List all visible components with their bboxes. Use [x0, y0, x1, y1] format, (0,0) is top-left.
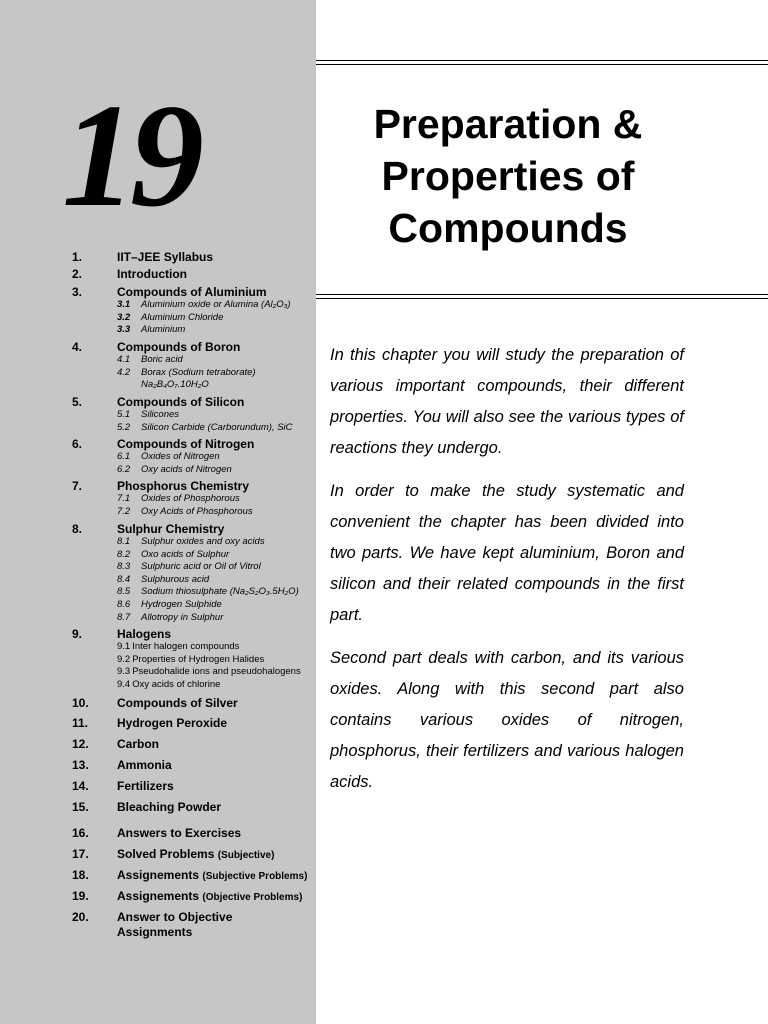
toc-entry-title [117, 826, 313, 841]
toc-subentry-number: 9.3 [117, 666, 131, 678]
toc-subentry-text: Aluminium [141, 324, 186, 336]
toc-entry-title [117, 847, 313, 863]
toc-subentry [117, 409, 315, 422]
toc-entry-title [117, 696, 313, 711]
intro-paragraph: Second part deals with carbon, and its various oxides. Along with this second part also contains various oxides of nitrogen, phosphorus, their fertilizers and various halogen acids. [330, 649, 684, 791]
toc-entry-title-text: Compounds of Boron [117, 340, 241, 354]
toc-entry-title [117, 479, 313, 494]
toc-subentry-text: Oxy acids of chlorine [132, 678, 221, 690]
toc-entry-number: 18. [72, 868, 89, 882]
toc-subentry-text: Allotropy in Sulphur [141, 611, 224, 623]
toc-entry-title-text: Assignments [117, 925, 193, 939]
toc-entry-title-text: Compounds of Silicon [117, 395, 245, 409]
toc-sublist [117, 409, 315, 434]
toc-sublist [117, 493, 315, 518]
toc-entry-number: 4. [72, 340, 83, 354]
toc-entry-title-text: Sulphur Chemistry [117, 522, 225, 536]
toc-entry-title-text: Compounds of Silver [117, 696, 238, 710]
toc-subentry-number: 5.2 [117, 421, 131, 433]
toc-subentry-number: 8.2 [117, 548, 131, 560]
toc-entry-title-text: Bleaching Powder [117, 800, 222, 814]
toc-entry-number: 14. [72, 779, 89, 793]
toc-entry-number: 5. [72, 395, 83, 409]
toc-sublist [117, 451, 315, 476]
toc-entry-number: 12. [72, 737, 89, 751]
table-of-contents [0, 0, 316, 1024]
toc-subentry-text: Inter halogen compounds [132, 641, 240, 652]
toc-subentry [117, 451, 315, 464]
toc-entry-title-text: Compounds of Nitrogen [117, 437, 255, 451]
toc-entry-title [117, 779, 313, 794]
title-bottom-rule-inner [316, 294, 768, 295]
chapter-title-line: Properties of [381, 153, 635, 199]
toc-subentry-number: 4.2 [117, 366, 131, 378]
toc-entry-number: 17. [72, 847, 89, 861]
toc-entry-number: 9. [72, 627, 83, 641]
toc-subentry-text: Aluminium oxide or Alumina (Al₂O₃) [141, 299, 291, 310]
toc-entry-number: 19. [72, 889, 89, 903]
toc-subentry-text: Sulphur oxides and oxy acids [141, 536, 265, 547]
toc-subentry-number: 3.3 [117, 324, 131, 336]
toc-subentry-number: 7.1 [117, 493, 131, 504]
toc-entry-number: 20. [72, 910, 89, 924]
toc-subentry-text: Hydrogen Sulphide [141, 598, 222, 610]
chapter-intro [330, 340, 684, 810]
toc-entry-number: 8. [72, 522, 83, 536]
chapter-title-line: Compounds [388, 205, 628, 251]
toc-entry-title [117, 395, 313, 410]
chapter-title-line: Preparation & [373, 101, 643, 147]
title-bottom-rule [316, 298, 768, 299]
toc-subentry-number: 7.2 [117, 505, 131, 517]
toc-subentry-formula: Na₂B₄O₇.10H₂O [141, 379, 209, 391]
toc-subentry [117, 354, 315, 367]
toc-entry-number: 15. [72, 800, 89, 814]
toc-subentry-number: 9.1 [117, 641, 131, 652]
toc-entry-number: 13. [72, 758, 89, 772]
toc-subentry-number: 8.4 [117, 573, 131, 585]
toc-entry-number: 2. [72, 267, 83, 281]
toc-entry-title [117, 716, 313, 731]
toc-subentry [117, 679, 315, 692]
toc-entry-title [117, 267, 313, 282]
toc-entry-title [117, 758, 313, 773]
toc-subentry-text: Properties of Hydrogen Halides [132, 653, 265, 665]
toc-entry-title-text: Carbon [117, 737, 159, 751]
toc-entry-number: 6. [72, 437, 83, 451]
toc-entry-title [117, 910, 313, 940]
toc-entry-number: 16. [72, 826, 89, 840]
toc-entry-number: 1. [72, 250, 83, 264]
toc-subentry [117, 612, 315, 625]
toc-subentry-number: 9.2 [117, 653, 131, 665]
toc-entry-number: 11. [72, 716, 89, 730]
toc-subentry-text: Oxy acids of Nitrogen [141, 463, 232, 475]
toc-entry-title-text: Hydrogen Peroxide [117, 716, 228, 730]
toc-subentry-number: 6.2 [117, 463, 131, 475]
toc-entry-title-text: Introduction [117, 267, 187, 281]
toc-entry-title [117, 250, 313, 265]
toc-subentry [117, 586, 315, 599]
toc-entry-title-text: Assignements [117, 868, 200, 882]
toc-entry-title [117, 522, 313, 537]
intro-paragraph: In order to make the study systematic and convenient the chapter has been divided into two parts. We have kept aluminium, Boron and silicon and their related compounds in the first part. [330, 482, 684, 624]
toc-subentry [117, 299, 315, 312]
toc-subentry-number: 3.1 [117, 299, 131, 310]
toc-subentry [117, 654, 315, 667]
toc-entry-title-text: Phosphorus Chemistry [117, 479, 250, 493]
toc-subentry-text: Oxides of Phosphorous [141, 493, 240, 504]
toc-entry-number: 7. [72, 479, 83, 493]
toc-subentry-number: 8.5 [117, 586, 131, 598]
toc-subentry-text: Pseudohalide ions and pseudohalogens [132, 666, 301, 678]
toc-entry-title-text: Halogens [117, 627, 172, 641]
toc-entry-title-text: Answer to Objective [117, 910, 233, 924]
toc-subentry-number: 9.4 [117, 678, 131, 690]
toc-subentry [117, 599, 315, 612]
toc-subentry-text: Sulphuric acid or Oil of Vitrol [141, 561, 261, 573]
toc-subentry [117, 464, 315, 477]
intro-paragraph: In this chapter you will study the preparation of various important compounds, their different properties. You will also see the various types of reactions they undergo. [330, 346, 684, 457]
toc-subentry-text: Silicones [141, 409, 180, 420]
toc-subentry [117, 312, 315, 325]
toc-entry-note: (Objective Problems) [202, 892, 303, 903]
toc-subentry [117, 506, 315, 519]
toc-entry-title-text: Compounds of Aluminium [117, 285, 267, 299]
toc-entry-title [117, 800, 313, 815]
toc-sublist [117, 641, 315, 691]
toc-subentry-number: 8.7 [117, 611, 131, 623]
toc-subentry-text: Oxy Acids of Phosphorous [141, 505, 253, 517]
toc-subentry-text: Oxides of Nitrogen [141, 451, 220, 462]
toc-entry-title [117, 437, 313, 452]
toc-subentry [117, 574, 315, 587]
toc-subentry [117, 493, 315, 506]
toc-sublist [117, 354, 315, 392]
toc-subentry [117, 666, 315, 679]
toc-entry-title [117, 627, 313, 642]
toc-entry-title-text: IIT–JEE Syllabus [117, 250, 214, 264]
toc-subentry [117, 422, 315, 435]
toc-subentry [117, 324, 315, 337]
toc-subentry [117, 367, 315, 380]
toc-subentry-number: 5.1 [117, 409, 131, 420]
toc-entry-title-text: Answers to Exercises [117, 826, 242, 840]
toc-entry-title-text: Ammonia [117, 758, 172, 772]
toc-entry-note: (Subjective Problems) [202, 871, 308, 882]
chapter-number: 19 [62, 74, 198, 238]
toc-entry-title-text: Solved Problems [117, 847, 215, 861]
toc-subentry-number: 8.6 [117, 598, 131, 610]
chapter-title [316, 98, 700, 254]
toc-subentry-text: Sodium thiosulphate (Na₂S₂O₃.5H₂O) [141, 586, 299, 598]
toc-entry-title [117, 889, 313, 905]
toc-subentry-number: 8.1 [117, 536, 131, 547]
toc-entry-note: (Subjective) [217, 850, 275, 861]
title-top-rule [316, 60, 768, 61]
toc-sublist [117, 536, 315, 624]
toc-entry-title [117, 285, 313, 300]
title-top-rule-inner [316, 64, 768, 65]
toc-subentry [117, 561, 315, 574]
toc-entry-title [117, 340, 313, 355]
toc-entry-title [117, 868, 313, 884]
toc-subentry-number: 4.1 [117, 354, 131, 365]
toc-subentry [117, 549, 315, 562]
toc-subentry-text: Aluminium Chloride [141, 311, 224, 323]
toc-entry-title-text: Assignements [117, 889, 200, 903]
toc-entry-title [117, 737, 313, 752]
toc-subentry-text: Borax (Sodium tetraborate) [141, 366, 256, 378]
toc-entry-number: 10. [72, 696, 89, 710]
toc-subentry [117, 536, 315, 549]
toc-subentry-text: Oxo acids of Sulphur [141, 548, 230, 560]
toc-subentry-number: 8.3 [117, 561, 131, 573]
toc-subentry-continuation [117, 379, 315, 392]
toc-subentry-number: 6.1 [117, 451, 131, 462]
toc-entry-number: 3. [72, 285, 83, 299]
toc-subentry-number: 3.2 [117, 311, 131, 323]
toc-subentry-text: Boric acid [141, 354, 183, 365]
toc-subentry [117, 641, 315, 654]
toc-subentry-text: Sulphurous acid [141, 573, 210, 585]
toc-entry-title-text: Fertilizers [117, 779, 174, 793]
toc-subentry-text: Silicon Carbide (Carborundum), SiC [141, 421, 293, 433]
toc-sublist [117, 299, 315, 337]
sidebar-panel [0, 0, 316, 1024]
